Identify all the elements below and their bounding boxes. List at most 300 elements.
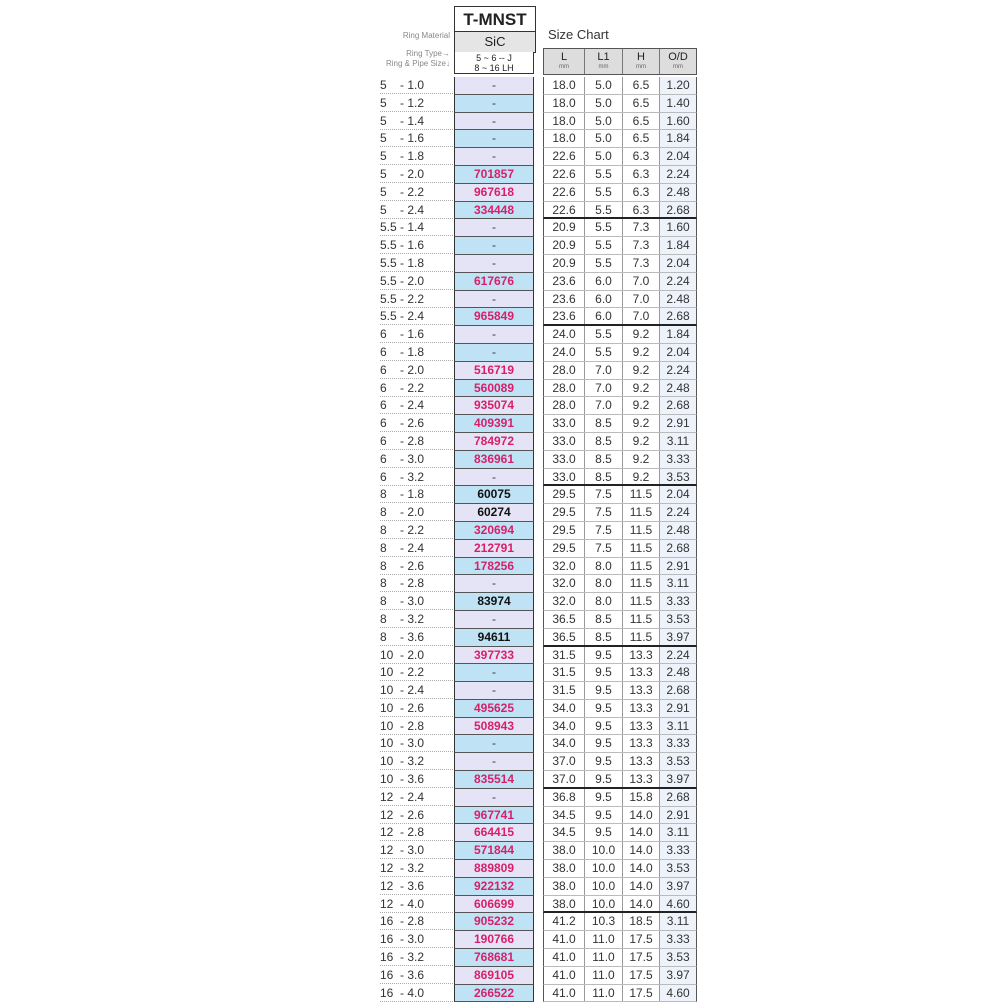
cell-l1: 10.0 [585, 896, 623, 912]
ring-pipe-size: 5 - 1.0 [380, 77, 453, 94]
cell-od: 2.04 [660, 486, 696, 503]
part-code: 664415 [454, 824, 534, 842]
cell-l1: 10.0 [585, 842, 623, 859]
size-chart-row [543, 611, 697, 629]
size-chart-row [543, 95, 697, 113]
cell-l: 18.0 [544, 130, 585, 147]
table-row [0, 664, 1000, 682]
cell-l1: 11.0 [585, 967, 623, 984]
part-code: - [454, 291, 534, 309]
cell-l1: 8.5 [585, 451, 623, 468]
cell-h: 9.2 [623, 397, 660, 414]
cell-l1: 5.5 [585, 237, 623, 254]
part-code: 190766 [454, 931, 534, 949]
part-code: - [454, 682, 534, 700]
cell-l: 24.0 [544, 326, 585, 343]
cell-l: 18.0 [544, 77, 585, 94]
cell-od: 3.53 [660, 753, 696, 770]
table-row [0, 807, 1000, 825]
part-code: 212791 [454, 540, 534, 558]
cell-l: 31.5 [544, 664, 585, 681]
table-row [0, 558, 1000, 576]
cell-l: 36.8 [544, 789, 585, 806]
table-row [0, 771, 1000, 789]
cell-h: 9.2 [623, 415, 660, 432]
col-header-l [544, 49, 585, 74]
cell-od: 2.91 [660, 558, 696, 575]
cell-l: 23.6 [544, 273, 585, 290]
cell-h: 13.3 [623, 718, 660, 735]
cell-l1: 11.0 [585, 985, 623, 1002]
cell-h: 13.3 [623, 647, 660, 664]
ring-pipe-size: 10 - 2.2 [380, 664, 453, 681]
col-header-h-unit: mm [636, 64, 646, 70]
cell-od: 2.04 [660, 255, 696, 272]
part-code: 266522 [454, 985, 534, 1002]
ring-pipe-size: 8 - 2.8 [380, 575, 453, 592]
size-chart-row [543, 504, 697, 522]
part-code: 701857 [454, 166, 534, 184]
cell-l: 36.5 [544, 629, 585, 645]
size-chart-row [543, 931, 697, 949]
part-code: 571844 [454, 842, 534, 860]
table-row [0, 130, 1000, 148]
ring-pipe-size: 8 - 3.6 [380, 629, 453, 646]
cell-od: 3.33 [660, 931, 696, 948]
part-code: 60075 [454, 486, 534, 504]
cell-od: 2.68 [660, 397, 696, 414]
part-code: 409391 [454, 415, 534, 433]
cell-l: 33.0 [544, 433, 585, 450]
cell-h: 11.5 [623, 540, 660, 557]
cell-od: 3.97 [660, 967, 696, 984]
part-code: 617676 [454, 273, 534, 291]
cell-od: 3.53 [660, 469, 696, 485]
ring-pipe-size: 12 - 3.0 [380, 842, 453, 859]
cell-l1: 10.3 [585, 913, 623, 930]
size-chart-row [543, 540, 697, 558]
size-chart-row [543, 202, 697, 220]
ring-material-value: SiC [454, 31, 536, 53]
ring-pipe-size: 6 - 2.4 [380, 397, 453, 414]
ring-pipe-size: 5 - 1.4 [380, 113, 453, 130]
cell-l1: 7.5 [585, 522, 623, 539]
part-code: - [454, 95, 534, 113]
cell-h: 9.2 [623, 362, 660, 379]
cell-od: 2.04 [660, 344, 696, 361]
ring-pipe-size-label-text: Ring & Pipe Size↓ [385, 59, 450, 68]
cell-l: 37.0 [544, 753, 585, 770]
size-chart-row [543, 130, 697, 148]
table-row [0, 949, 1000, 967]
cell-h: 7.3 [623, 255, 660, 272]
table-row [0, 308, 1000, 326]
part-code: 83974 [454, 593, 534, 611]
cell-od: 3.53 [660, 860, 696, 877]
size-chart-row [543, 184, 697, 202]
cell-l1: 9.5 [585, 735, 623, 752]
part-code: 835514 [454, 771, 534, 789]
size-chart-header [543, 48, 697, 75]
cell-l1: 9.5 [585, 807, 623, 824]
ring-pipe-size: 8 - 2.6 [380, 558, 453, 575]
part-code: 967741 [454, 807, 534, 825]
size-chart-row [543, 273, 697, 291]
cell-h: 14.0 [623, 842, 660, 859]
cell-h: 15.8 [623, 789, 660, 806]
cell-l: 20.9 [544, 255, 585, 272]
ring-pipe-size: 10 - 2.0 [380, 647, 453, 664]
table-row [0, 647, 1000, 665]
cell-l: 41.0 [544, 949, 585, 966]
ring-pipe-size: 6 - 2.2 [380, 380, 453, 397]
part-code: - [454, 219, 534, 237]
table-row [0, 148, 1000, 166]
part-code: - [454, 469, 534, 487]
part-code: 905232 [454, 913, 534, 931]
cell-l1: 9.5 [585, 664, 623, 681]
col-header-l-name: L [560, 51, 568, 63]
cell-l: 38.0 [544, 878, 585, 895]
col-header-h [623, 49, 660, 74]
cell-od: 2.91 [660, 415, 696, 432]
cell-l1: 5.5 [585, 184, 623, 201]
cell-l1: 8.0 [585, 593, 623, 610]
cell-l1: 5.5 [585, 166, 623, 183]
col-header-h-name: H [637, 51, 645, 63]
ring-pipe-size: 8 - 3.0 [380, 593, 453, 610]
cell-l1: 9.5 [585, 771, 623, 787]
size-chart-row [543, 771, 697, 789]
ring-pipe-size: 16 - 3.6 [380, 967, 453, 984]
cell-od: 1.84 [660, 326, 696, 343]
part-code: - [454, 255, 534, 273]
cell-h: 13.3 [623, 682, 660, 699]
cell-od: 2.24 [660, 273, 696, 290]
part-code: - [454, 148, 534, 166]
size-chart-row [543, 807, 697, 825]
size-chart-row [543, 860, 697, 878]
ring-pipe-size: 6 - 3.2 [380, 469, 453, 486]
cell-l: 41.2 [544, 913, 585, 930]
cell-l1: 7.0 [585, 397, 623, 414]
size-chart-row [543, 148, 697, 166]
cell-l: 23.6 [544, 308, 585, 324]
cell-h: 14.0 [623, 807, 660, 824]
size-chart-row [543, 575, 697, 593]
table-row [0, 415, 1000, 433]
part-code: 397733 [454, 647, 534, 665]
cell-od: 2.68 [660, 789, 696, 806]
part-code: - [454, 735, 534, 753]
table-row [0, 202, 1000, 220]
cell-od: 2.91 [660, 807, 696, 824]
cell-l: 23.6 [544, 291, 585, 308]
cell-h: 11.5 [623, 629, 660, 645]
col-header-l-unit: mm [559, 64, 569, 70]
cell-l1: 7.5 [585, 486, 623, 503]
col-header-l1-name: L1 [597, 51, 610, 63]
cell-l1: 5.0 [585, 95, 623, 112]
part-code: 784972 [454, 433, 534, 451]
size-chart-row [543, 824, 697, 842]
cell-h: 7.3 [623, 219, 660, 236]
cell-h: 14.0 [623, 860, 660, 877]
size-chart-row [543, 77, 697, 95]
cell-h: 6.3 [623, 148, 660, 165]
size-chart-row [543, 682, 697, 700]
ring-pipe-size: 5 - 2.0 [380, 166, 453, 183]
cell-h: 11.5 [623, 486, 660, 503]
size-chart-row [543, 255, 697, 273]
cell-od: 3.53 [660, 949, 696, 966]
table-row [0, 575, 1000, 593]
cell-od: 2.68 [660, 540, 696, 557]
cell-l1: 5.0 [585, 77, 623, 94]
ring-pipe-size: 5.5 - 1.4 [380, 219, 453, 236]
size-chart-row [543, 842, 697, 860]
cell-od: 3.33 [660, 451, 696, 468]
cell-l1: 10.0 [585, 878, 623, 895]
cell-l: 22.6 [544, 166, 585, 183]
cell-l: 22.6 [544, 148, 585, 165]
cell-od: 3.11 [660, 824, 696, 841]
cell-l1: 8.5 [585, 433, 623, 450]
cell-l1: 8.5 [585, 611, 623, 628]
size-chart-row [543, 291, 697, 309]
size-chart-row [543, 664, 697, 682]
cell-l: 29.5 [544, 486, 585, 503]
part-code: 967618 [454, 184, 534, 202]
cell-l1: 11.0 [585, 949, 623, 966]
table-row [0, 985, 1000, 1002]
ring-pipe-size: 6 - 1.6 [380, 326, 453, 343]
size-chart-row [543, 629, 697, 647]
ring-pipe-size: 12 - 2.8 [380, 824, 453, 841]
table-row [0, 860, 1000, 878]
cell-h: 7.0 [623, 273, 660, 290]
cell-l: 34.0 [544, 735, 585, 752]
cell-h: 9.2 [623, 469, 660, 485]
cell-h: 6.5 [623, 130, 660, 147]
cell-l1: 7.5 [585, 540, 623, 557]
cell-l: 18.0 [544, 113, 585, 130]
cell-od: 2.48 [660, 291, 696, 308]
part-code: - [454, 77, 534, 95]
size-chart-row [543, 558, 697, 576]
cell-l1: 7.5 [585, 504, 623, 521]
cell-h: 7.3 [623, 237, 660, 254]
cell-h: 13.3 [623, 664, 660, 681]
cell-l: 38.0 [544, 860, 585, 877]
ring-pipe-size: 5 - 2.4 [380, 202, 453, 219]
part-code: - [454, 664, 534, 682]
part-code: - [454, 753, 534, 771]
table-row [0, 896, 1000, 914]
cell-od: 3.97 [660, 771, 696, 787]
cell-od: 3.53 [660, 611, 696, 628]
part-code: 495625 [454, 700, 534, 718]
cell-l: 37.0 [544, 771, 585, 787]
cell-l1: 11.0 [585, 931, 623, 948]
cell-h: 14.0 [623, 824, 660, 841]
cell-l1: 9.5 [585, 753, 623, 770]
cell-od: 2.24 [660, 362, 696, 379]
cell-l1: 7.0 [585, 380, 623, 397]
cell-od: 3.11 [660, 913, 696, 930]
col-header-l1-unit: mm [598, 64, 609, 70]
table-row [0, 486, 1000, 504]
part-code: 60274 [454, 504, 534, 522]
table-row [0, 95, 1000, 113]
cell-od: 2.48 [660, 522, 696, 539]
cell-l: 22.6 [544, 202, 585, 218]
cell-h: 17.5 [623, 985, 660, 1002]
cell-l: 32.0 [544, 575, 585, 592]
cell-l1: 5.5 [585, 344, 623, 361]
cell-l: 34.5 [544, 824, 585, 841]
table-row [0, 913, 1000, 931]
ring-material-label: Ring Material [402, 31, 450, 40]
part-code: 965849 [454, 308, 534, 326]
cell-l: 29.5 [544, 504, 585, 521]
ring-pipe-size: 12 - 3.6 [380, 878, 453, 895]
ring-pipe-size: 16 - 4.0 [380, 985, 453, 1002]
ring-pipe-size: 5.5 - 2.4 [380, 308, 453, 325]
ring-pipe-size: 12 - 2.4 [380, 789, 453, 806]
cell-l1: 6.0 [585, 273, 623, 290]
part-code: 334448 [454, 202, 534, 220]
ring-pipe-size: 16 - 3.2 [380, 949, 453, 966]
table-row [0, 326, 1000, 344]
ring-pipe-size: 5.5 - 2.2 [380, 291, 453, 308]
cell-l: 22.6 [544, 184, 585, 201]
table-row [0, 700, 1000, 718]
cell-l: 41.0 [544, 967, 585, 984]
cell-od: 3.33 [660, 842, 696, 859]
cell-h: 9.2 [623, 344, 660, 361]
cell-l: 28.0 [544, 397, 585, 414]
ring-pipe-size: 8 - 2.2 [380, 522, 453, 539]
table-row [0, 540, 1000, 558]
ring-pipe-size: 8 - 1.8 [380, 486, 453, 503]
cell-l1: 9.5 [585, 700, 623, 717]
part-code: - [454, 789, 534, 807]
table-row [0, 255, 1000, 273]
cell-od: 2.91 [660, 700, 696, 717]
size-chart-row [543, 166, 697, 184]
cell-l: 34.5 [544, 807, 585, 824]
table-row [0, 451, 1000, 469]
cell-l1: 5.0 [585, 113, 623, 130]
table-row [0, 718, 1000, 736]
ring-pipe-size: 5 - 1.8 [380, 148, 453, 165]
size-chart-row [543, 522, 697, 540]
size-chart-row [543, 380, 697, 398]
table-row [0, 362, 1000, 380]
size-chart-title: Size Chart [548, 27, 609, 42]
cell-l1: 5.5 [585, 255, 623, 272]
table-row [0, 789, 1000, 807]
cell-h: 9.2 [623, 380, 660, 397]
size-chart-row [543, 326, 697, 344]
cell-l1: 5.5 [585, 219, 623, 236]
cell-od: 4.60 [660, 985, 696, 1002]
cell-l: 38.0 [544, 896, 585, 912]
table-row [0, 842, 1000, 860]
table-row [0, 504, 1000, 522]
cell-l1: 9.5 [585, 824, 623, 841]
part-code: 836961 [454, 451, 534, 469]
cell-l1: 8.0 [585, 558, 623, 575]
part-code: 768681 [454, 949, 534, 967]
cell-l: 29.5 [544, 522, 585, 539]
ring-pipe-size: 12 - 2.6 [380, 807, 453, 824]
part-code: 869105 [454, 967, 534, 985]
cell-l1: 5.5 [585, 326, 623, 343]
size-chart-row [543, 949, 697, 967]
size-chart-row [543, 967, 697, 985]
ring-pipe-size: 10 - 3.0 [380, 735, 453, 752]
ring-pipe-size: 10 - 2.4 [380, 682, 453, 699]
cell-l: 20.9 [544, 219, 585, 236]
cell-l: 41.0 [544, 985, 585, 1002]
cell-h: 11.5 [623, 504, 660, 521]
part-code: 935074 [454, 397, 534, 415]
size-chart-row [543, 913, 697, 931]
cell-l: 38.0 [544, 842, 585, 859]
table-row [0, 753, 1000, 771]
part-code: - [454, 237, 534, 255]
cell-od: 1.20 [660, 77, 696, 94]
ring-pipe-size: 6 - 2.0 [380, 362, 453, 379]
part-code: - [454, 575, 534, 593]
size-chart-row [543, 735, 697, 753]
cell-l: 18.0 [544, 95, 585, 112]
ring-pipe-size: 12 - 3.2 [380, 860, 453, 877]
size-chart-row [543, 237, 697, 255]
cell-l: 31.5 [544, 682, 585, 699]
cell-od: 2.48 [660, 184, 696, 201]
ring-pipe-size: 10 - 2.8 [380, 718, 453, 735]
cell-l1: 9.5 [585, 682, 623, 699]
table-row [0, 611, 1000, 629]
cell-h: 7.0 [623, 291, 660, 308]
size-table-body [0, 77, 1000, 1002]
cell-h: 14.0 [623, 878, 660, 895]
cell-l1: 9.5 [585, 718, 623, 735]
ring-pipe-size: 5 - 1.2 [380, 95, 453, 112]
table-row [0, 344, 1000, 362]
size-chart-row [543, 397, 697, 415]
cell-od: 2.24 [660, 647, 696, 664]
ring-pipe-size: 5.5 - 2.0 [380, 273, 453, 290]
cell-h: 6.3 [623, 166, 660, 183]
size-chart-row [543, 486, 697, 504]
cell-h: 9.2 [623, 451, 660, 468]
table-row [0, 629, 1000, 647]
part-code: 560089 [454, 380, 534, 398]
cell-od: 2.68 [660, 682, 696, 699]
table-row [0, 967, 1000, 985]
cell-l: 33.0 [544, 469, 585, 485]
cell-l: 28.0 [544, 380, 585, 397]
cell-od: 3.11 [660, 575, 696, 592]
cell-od: 2.24 [660, 166, 696, 183]
cell-h: 13.3 [623, 753, 660, 770]
ring-type-value [454, 52, 534, 74]
cell-h: 14.0 [623, 896, 660, 912]
